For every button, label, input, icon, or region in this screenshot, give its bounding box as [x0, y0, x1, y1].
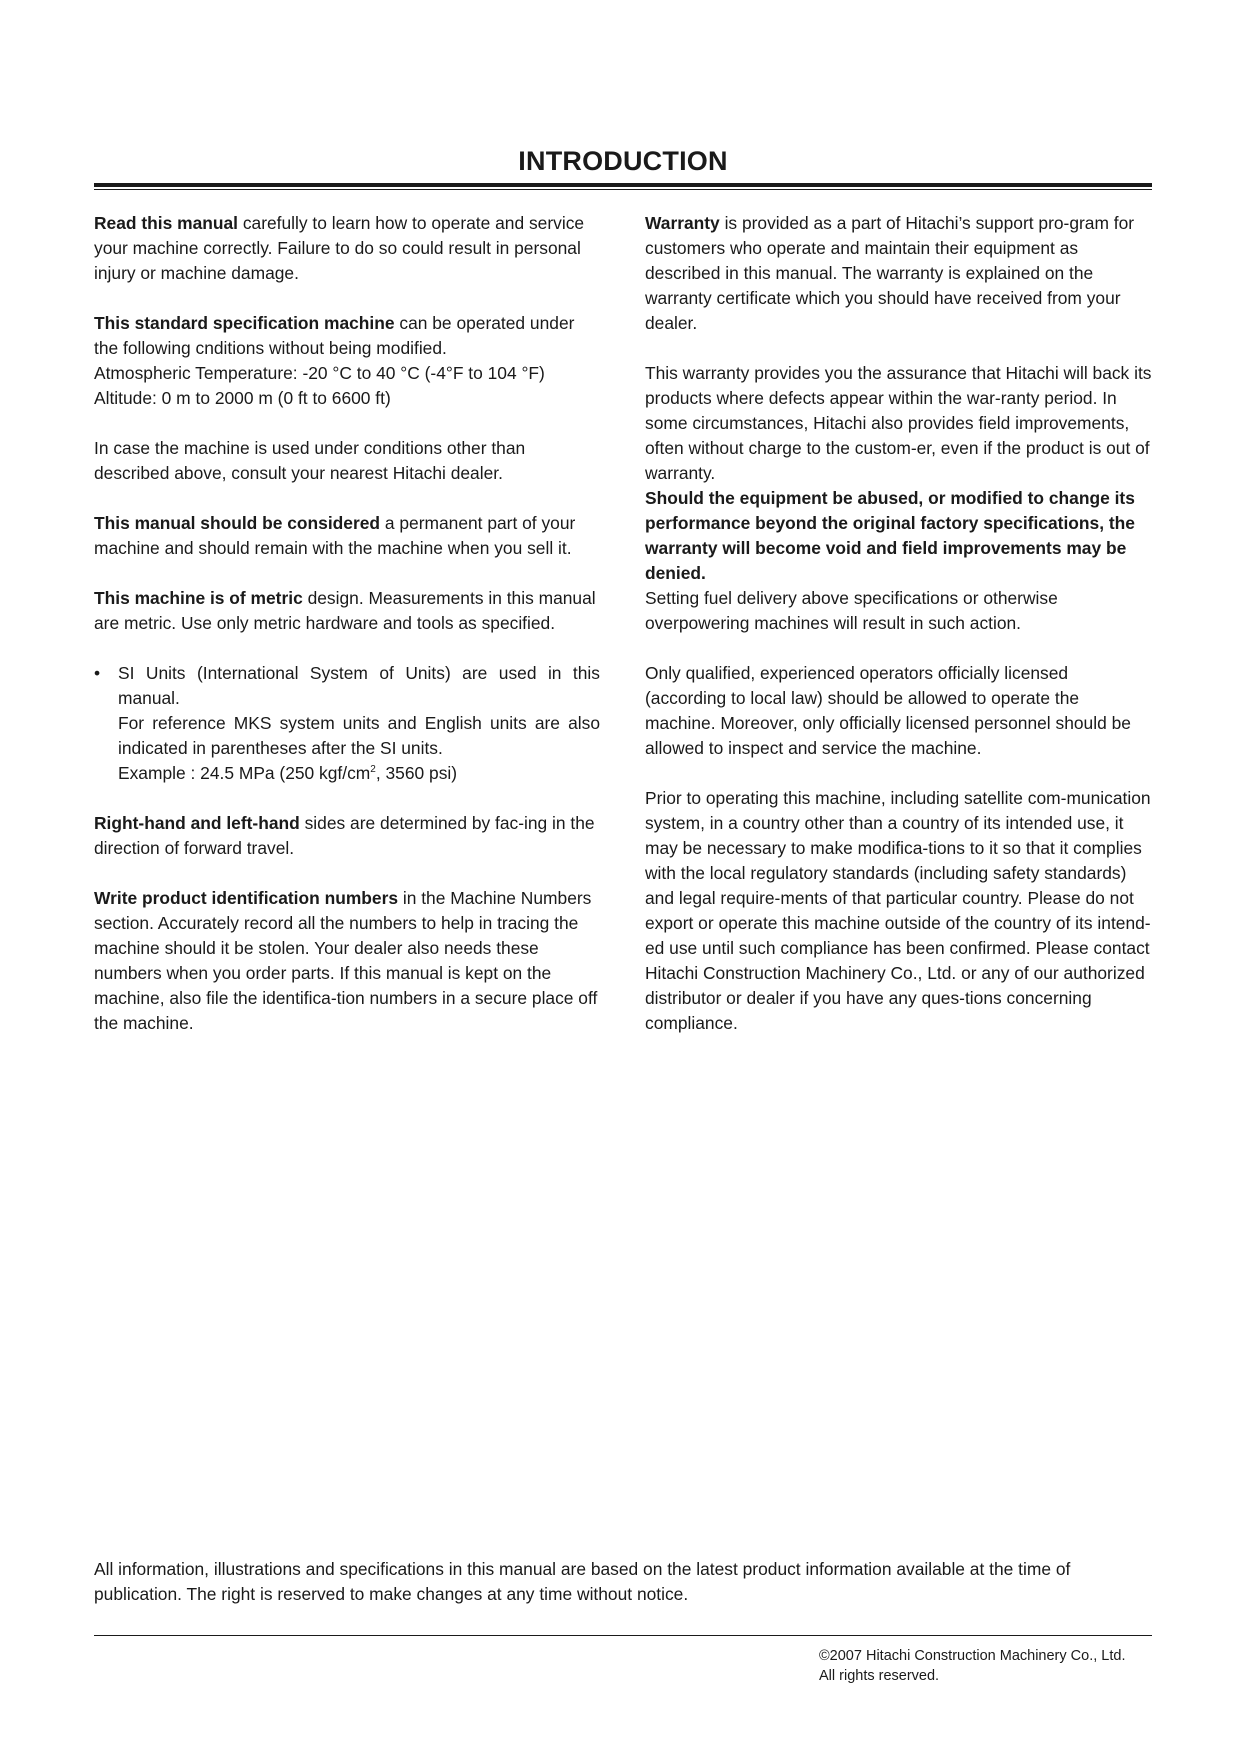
- export-compliance-paragraph: Prior to operating this machine, including satellite com-munication system, in a country other than a country of its intended use, it may be necessary to make modifica-tions to it so that it complies with the local regulatory standards (including safety standards) and legal require-ments of that particular country. Please do not export or operate this machine outside of the country of its intend-ed use until such compliance has been confirmed. Please contact Hitachi Construction Machinery Co., Ltd. or any of our authorized distributor or dealer if you have any ques-tions concerning compliance.: [645, 788, 1151, 1033]
- right-column: [645, 211, 1153, 1061]
- units-example-after: , 3560 psi): [375, 763, 458, 783]
- warranty-assurance-paragraph: This warranty provides you the assurance that Hitachi will back its products where defects appear within the war-ranty period. In some circumstances, Hitachi also provides field improvements, often without charge to the custom-er, even if the product is out of warranty.: [645, 363, 1152, 483]
- left-column: [94, 211, 600, 1061]
- permanent-part-paragraph: [94, 511, 600, 561]
- disclaimer-note: All information, illustrations and specifications in this manual are based on the latest product information available at the time of publication. The right is reserved to make changes at any time without notice.: [94, 1559, 1071, 1604]
- page-title: INTRODUCTION: [518, 146, 728, 176]
- warranty-void-warning: [645, 486, 1153, 586]
- warranty-void-text: Should the equipment be abused, or modified to change its performance beyond the original factory specifications, the warranty will become void and field improvements may be denied.: [645, 488, 1135, 583]
- right-left-hand-text: sides are determined by fac-ing in the direction of forward travel.: [94, 813, 595, 858]
- title-rule-thin: [94, 189, 1152, 190]
- standard-spec-paragraph: [94, 311, 600, 411]
- warranty-lead: Warranty: [645, 213, 720, 233]
- permanent-part-lead: This manual should be considered: [94, 513, 381, 533]
- si-units-bullet: [94, 661, 600, 786]
- permanent-part-text: a permanent part of your machine and should remain with the machine when you sell it.: [94, 513, 576, 558]
- metric-design-paragraph: [94, 586, 600, 636]
- read-manual-paragraph: [94, 211, 600, 286]
- qualified-operators-paragraph: Only qualified, experienced operators officially licensed (according to local law) should be allowed to operate the machine. Moreover, only officially licensed personnel should be allowed to inspect and service the machine.: [645, 663, 1131, 758]
- right-left-hand-lead: Right-hand and left-hand: [94, 813, 300, 833]
- si-units-text: [118, 661, 600, 786]
- altitude-range: Altitude: 0 m to 2000 m (0 ft to 6600 ft): [94, 388, 391, 408]
- units-example: [118, 763, 457, 783]
- identification-numbers-lead: Write product identification numbers: [94, 888, 399, 908]
- other-conditions-paragraph: In case the machine is used under conditions other than described above, consult your nearest Hitachi dealer.: [94, 438, 526, 483]
- read-manual-text: carefully to learn how to operate and service your machine correctly. Failure to do so could result in personal injury or machine damage.: [94, 213, 585, 283]
- warranty-text: is provided as a part of Hitachi’s support pro-gram for customers who operate and maintain their equipment as described in this manual. The warranty is explained on the warranty certificate which you should have received from your dealer.: [645, 213, 1135, 333]
- units-example-superscript: 2: [370, 764, 376, 776]
- si-units-line: SI Units (International System of Units) are used in this manual.: [118, 663, 600, 708]
- units-example-before: Example : 24.5 MPa (250 kgf/cm: [118, 763, 371, 783]
- metric-design-lead: This machine is of metric: [94, 588, 303, 608]
- temperature-range: Atmospheric Temperature: -20 °C to 40 °C (-4°F to 104 °F): [94, 363, 545, 383]
- standard-spec-text: can be operated under the following cnditions without being modified.: [94, 313, 575, 358]
- bullet-marker: •: [94, 663, 101, 683]
- title-rule-thick: [94, 183, 1152, 187]
- copyright-line: ©2007 Hitachi Construction Machinery Co., Ltd.: [819, 1648, 1126, 1664]
- footer-rule: [94, 1635, 1152, 1636]
- rights-reserved-line: All rights reserved.: [819, 1668, 940, 1684]
- right-left-hand-paragraph: [94, 811, 600, 861]
- read-manual-lead: Read this manual: [94, 213, 238, 233]
- fuel-delivery-paragraph: Setting fuel delivery above specifications or otherwise overpowering machines will result in such action.: [645, 588, 1058, 633]
- identification-numbers-text: in the Machine Numbers section. Accurately record all the numbers to help in tracing the machine should it be stolen. Your dealer also needs these numbers when you order parts. If this manual is kept on the machine, also file the identifica-tion numbers in a secure place off the machine.: [94, 888, 598, 1033]
- reference-units-line: For reference MKS system units and English units are also indicated in parentheses after the SI units.: [118, 713, 600, 758]
- warranty-paragraph: [645, 211, 1153, 336]
- copyright-notice: [819, 1646, 1125, 1686]
- standard-spec-lead: This standard specification machine: [94, 313, 395, 333]
- identification-numbers-paragraph: [94, 886, 600, 1036]
- metric-design-text: design. Measurements in this manual are metric. Use only metric hardware and tools as specified.: [94, 588, 596, 633]
